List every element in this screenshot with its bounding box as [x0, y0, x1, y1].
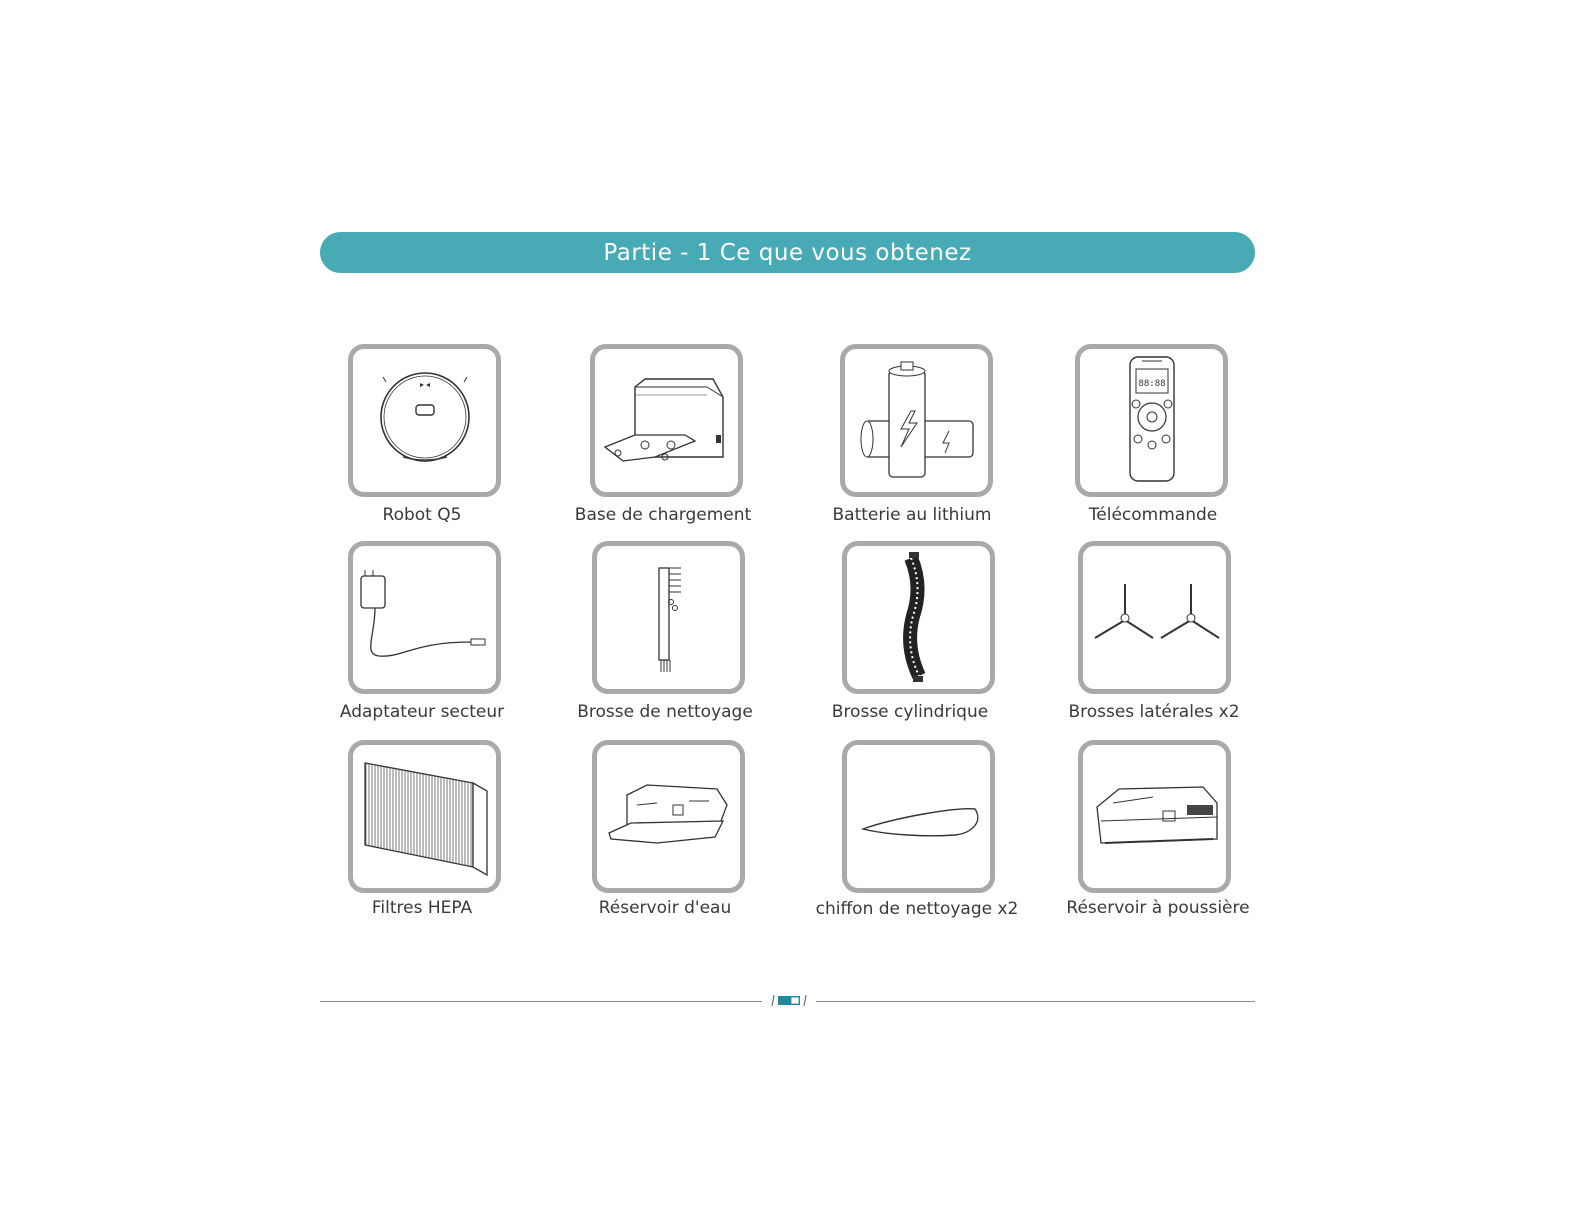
side-brushes-icon: [1083, 546, 1226, 689]
item-label-roller-brush: Brosse cylindrique: [831, 702, 989, 722]
item-card-hepa-filter: [348, 740, 501, 893]
item-label-charging-base: Base de chargement: [574, 505, 752, 525]
item-card-charging-base: [590, 344, 743, 497]
item-card-battery: [840, 344, 993, 497]
section-title: Partie - 1 Ce que vous obtenez: [603, 239, 972, 266]
section-title-banner: [320, 232, 1255, 273]
roller-brush-icon: [847, 546, 990, 689]
robot-vacuum-icon: [353, 349, 496, 492]
item-label-robot: Robot Q5: [382, 505, 462, 525]
cleaning-brush-icon: [597, 546, 740, 689]
power-adapter-icon: [353, 546, 496, 689]
charging-base-icon: [595, 349, 738, 492]
item-card-mop-cloth: [842, 740, 995, 893]
svg-text:88:88: 88:88: [1138, 379, 1166, 389]
item-card-water-tank: [592, 740, 745, 893]
item-card-robot: [348, 344, 501, 497]
item-card-dust-bin: [1078, 740, 1231, 893]
item-label-dust-bin: Réservoir à poussière: [1066, 898, 1250, 918]
item-label-remote: Télécommande: [1088, 505, 1218, 525]
water-tank-icon: [597, 745, 740, 888]
item-card-remote: [1075, 344, 1228, 497]
item-label-battery: Batterie au lithium: [832, 505, 992, 525]
remote-control-icon: [1080, 349, 1223, 492]
item-label-side-brushes: Brosses latérales x2: [1068, 702, 1240, 722]
item-label-cleaning-brush: Brosse de nettoyage: [577, 702, 753, 722]
item-label-adapter: Adaptateur secteur: [339, 702, 505, 722]
item-card-cleaning-brush: [592, 541, 745, 694]
item-card-side-brushes: [1078, 541, 1231, 694]
item-card-adapter: [348, 541, 501, 694]
hepa-filter-icon: [353, 745, 496, 888]
dust-bin-icon: [1083, 745, 1226, 888]
battery-icon: [845, 349, 988, 492]
item-label-hepa-filter: Filtres HEPA: [371, 898, 473, 918]
mop-cloth-icon: [847, 745, 990, 888]
footer-divider-right: [816, 1001, 1255, 1002]
page-indicator-icon: [771, 994, 807, 1007]
item-card-roller-brush: [842, 541, 995, 694]
item-label-water-tank: Réservoir d'eau: [598, 898, 732, 918]
footer-divider-left: [320, 1001, 762, 1002]
item-label-mop-cloth: chiffon de nettoyage x2: [815, 899, 1019, 919]
